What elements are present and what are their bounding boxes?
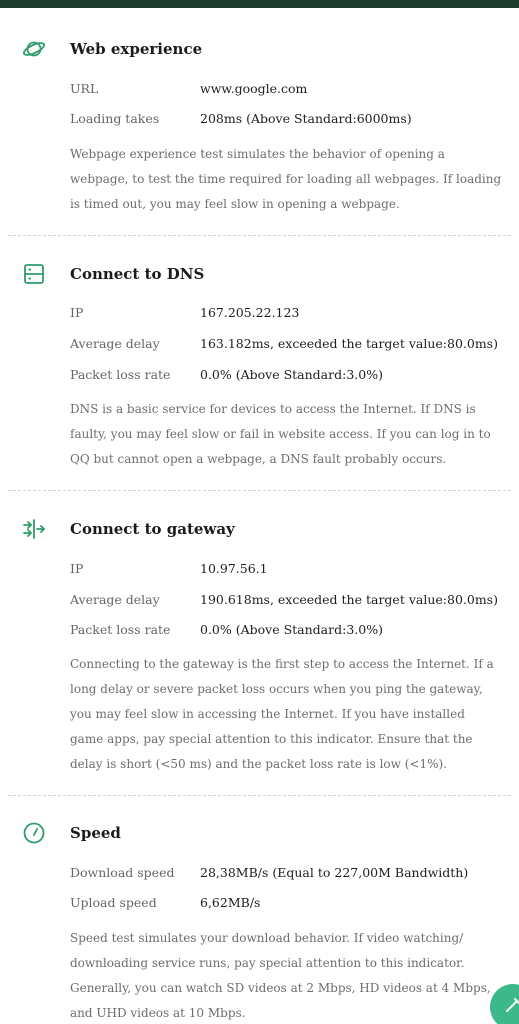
row-value-average-delay: 190.618ms, exceeded the target value:80.0ms) <box>200 592 498 607</box>
row-value-loading: 208ms (Above Standard:6000ms) <box>200 111 412 126</box>
row-value-average-delay: 163.182ms, exceeded the target value:80.0ms) <box>200 336 498 351</box>
row-label-upload: Upload speed <box>70 895 157 910</box>
row-label-average-delay: Average delay <box>70 592 160 607</box>
section-title: Connect to gateway <box>70 520 235 538</box>
section-title: Web experience <box>70 40 203 58</box>
section-description: Speed test simulates your download behavior. If video watching/ downloading service runs, pay special attention to this indicator. Generally, you can watch SD videos at 2 Mbps, HD videos at 4 Mbps, and UHD videos at 10 Mbps. <box>70 931 491 1020</box>
row-value-url: www.google.com <box>200 81 308 96</box>
section-divider <box>8 490 511 491</box>
section-divider <box>8 795 511 796</box>
row-label-packet-loss: Packet loss rate <box>70 367 171 382</box>
section-description: DNS is a basic service for devices to access the Internet. If DNS is faulty, you may feel slow or fail in website access. If you can log in to QQ but cannot open a webpage, a DNS fault probably occurs. <box>70 402 491 466</box>
speedometer-icon <box>22 821 46 845</box>
row-label-loading: Loading takes <box>70 111 160 126</box>
row-label-url: URL <box>70 81 99 96</box>
server-icon <box>22 262 46 286</box>
edit-pencil-icon <box>504 996 519 1014</box>
section-description: Connecting to the gateway is the first step to access the Internet. If a long delay or severe packet loss occurs when you ping the gateway, you may feel slow in accessing the Internet. If you have installed game apps, pay special attention to this indicator. Ensure that the delay is short (<50 ms) and the packet loss rate is low (<1%). <box>70 657 494 771</box>
top-status-strip <box>0 0 519 8</box>
section-description: Webpage experience test simulates the behavior of opening a webpage, to test the time required for loading all webpages. If loading is timed out, you may feel slow in opening a webpage. <box>70 147 502 211</box>
section-title: Speed <box>70 824 121 842</box>
row-value-ip: 167.205.22.123 <box>200 305 300 320</box>
row-label-download: Download speed <box>70 865 175 880</box>
row-label-packet-loss: Packet loss rate <box>70 622 171 637</box>
section-title: Connect to DNS <box>70 265 205 283</box>
row-value-packet-loss: 0.0% (Above Standard:3.0%) <box>200 622 383 637</box>
row-value-ip: 10.97.56.1 <box>200 561 268 576</box>
planet-icon <box>22 37 46 61</box>
row-label-average-delay: Average delay <box>70 336 160 351</box>
row-value-packet-loss: 0.0% (Above Standard:3.0%) <box>200 367 383 382</box>
row-value-download: 28,38MB/s (Equal to 227,00M Bandwidth) <box>200 865 469 880</box>
gateway-arrows-icon <box>22 517 46 541</box>
row-label-ip: IP <box>70 305 84 320</box>
row-label-ip: IP <box>70 561 84 576</box>
row-value-upload: 6,62MB/s <box>200 895 261 910</box>
section-divider <box>8 235 511 236</box>
